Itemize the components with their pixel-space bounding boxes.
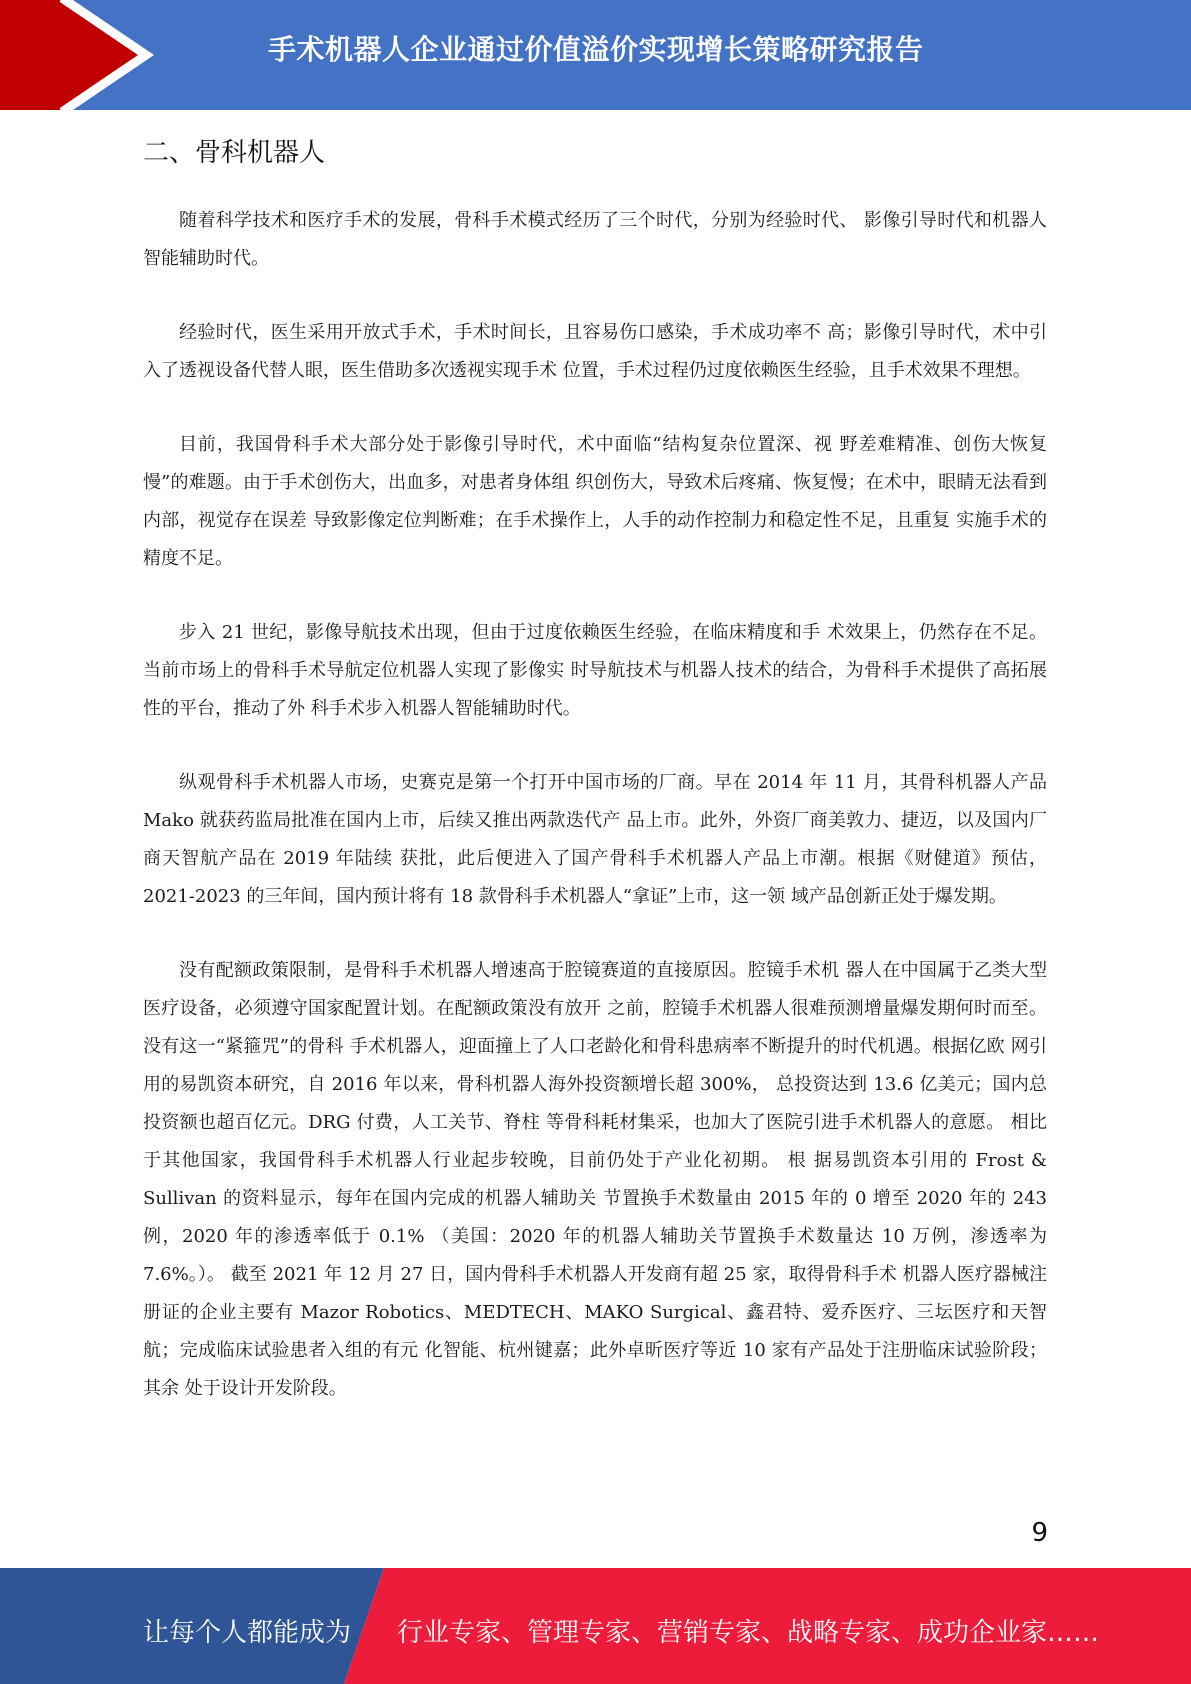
paragraph: 随着科学技术和医疗手术的发展，骨科手术模式经历了三个时代，分别为经验时代、 影像引导时代和机器人智能辅助时代。 [143, 210, 1047, 269]
paragraph: 纵观骨科手术机器人市场，史赛克是第一个打开中国市场的厂商。早在 2014 年 11 月，其骨科机器人产品 Mako 就获药监局批准在国内上市，后续又推出两款迭代产 品上市。此外，外资厂商美敦力、捷迈，以及国内厂商天智航产品在 2019 年陆续 获批，此后便进入了国产骨科手术机器人产品上市潮。根据《财健道》预估， 2021-2023 的三年间，国内预计将有 18 款骨科手术机器人“拿证”上市，这一领 域产品创新正处于爆发期。 [143, 772, 1047, 907]
paragraph: 经验时代，医生采用开放式手术，手术时间长，且容易伤口感染，手术成功率不 高；影像引导时代，术中引入了透视设备代替人眼，医生借助多次透视实现手术 位置，手术过程仍过度依赖医生经验，且手术效果不理想。 [143, 322, 1047, 381]
footer-slogan-left: 让每个人都能成为 [143, 1618, 352, 1648]
paragraph: 没有配额政策限制，是骨科手术机器人增速高于腔镜赛道的直接原因。腔镜手术机 器人在中国属于乙类大型医疗设备，必须遵守国家配置计划。在配额政策没有放开 之前，腔镜手术机器人很难预测增量爆发期何时而至。没有这一“紧箍咒”的骨科 手术机器人，迎面撞上了人口老龄化和骨科患病率不断提升的时代机遇。根据亿欧 网引用的易凯资本研究，自 2016 年以来，骨科机器人海外投资额增长超 300%， 总投资达到 13.6 亿美元；国内总投资额也超百亿元。DRG 付费，人工关节、脊柱 等骨科耗材集采，也加大了医院引进手术机器人的意愿。 相比于其他国家，我国骨科手术机器人行业起步较晚，目前仍处于产业化初期。 根 据易凯资本引用的 Frost & Sullivan 的资料显示，每年在国内完成的机器人辅助关 节置换手术数量由 2015 年的 0 增至 2020 年的 243 例，2020 年的渗透率低于 0.1% （美国：2020 年的机器人辅助关节置换手术数量达 10 万例，渗透率为 7.6%。）。 截至 2021 年 12 月 27 日，国内骨科手术机器人开发商有超 25 家，取得骨科手术 机器人医疗器械注册证的企业主要有 Mazor Robotics、MEDTECH、MAKO Surgical、鑫君特、爱乔医疗、三坛医疗和天智航；完成临床试验患者入组的有元 化智能、杭州键嘉；此外卓昕医疗等近 10 家有产品处于注册临床试验阶段；其余 处于设计开发阶段。 [143, 960, 1047, 1399]
section-title: 二、骨科机器人 [143, 138, 326, 168]
paragraph: 步入 21 世纪，影像导航技术出现，但由于过度依赖医生经验，在临床精度和手 术效果上，仍然存在不足。当前市场上的骨科手术导航定位机器人实现了影像实 时导航技术与机器人技术的结合，为骨科手术提供了高拓展性的平台，推动了外 科手术步入机器人智能辅助时代。 [143, 622, 1047, 719]
page-footer [0, 1568, 1191, 1684]
page-number: 9 [1031, 1518, 1048, 1548]
body-text [143, 202, 1047, 1444]
footer-slogan-right: 行业专家、管理专家、营销专家、战略专家、成功企业家…… [397, 1618, 1100, 1648]
paragraph: 目前，我国骨科手术大部分处于影像引导时代，术中面临“结构复杂位置深、视 野差难精准、创伤大恢复慢”的难题。由于手术创伤大，出血多，对患者身体组 织创伤大，导致术后疼痛、恢复慢；在术中，眼睛无法看到内部，视觉存在误差 导致影像定位判断难；在手术操作上，人手的动作控制力和稳定性不足，且重复 实施手术的精度不足。 [143, 434, 1047, 569]
page-header [0, 0, 1191, 110]
header-title: 手术机器人企业通过价值溢价实现增长策略研究报告 [268, 33, 924, 66]
